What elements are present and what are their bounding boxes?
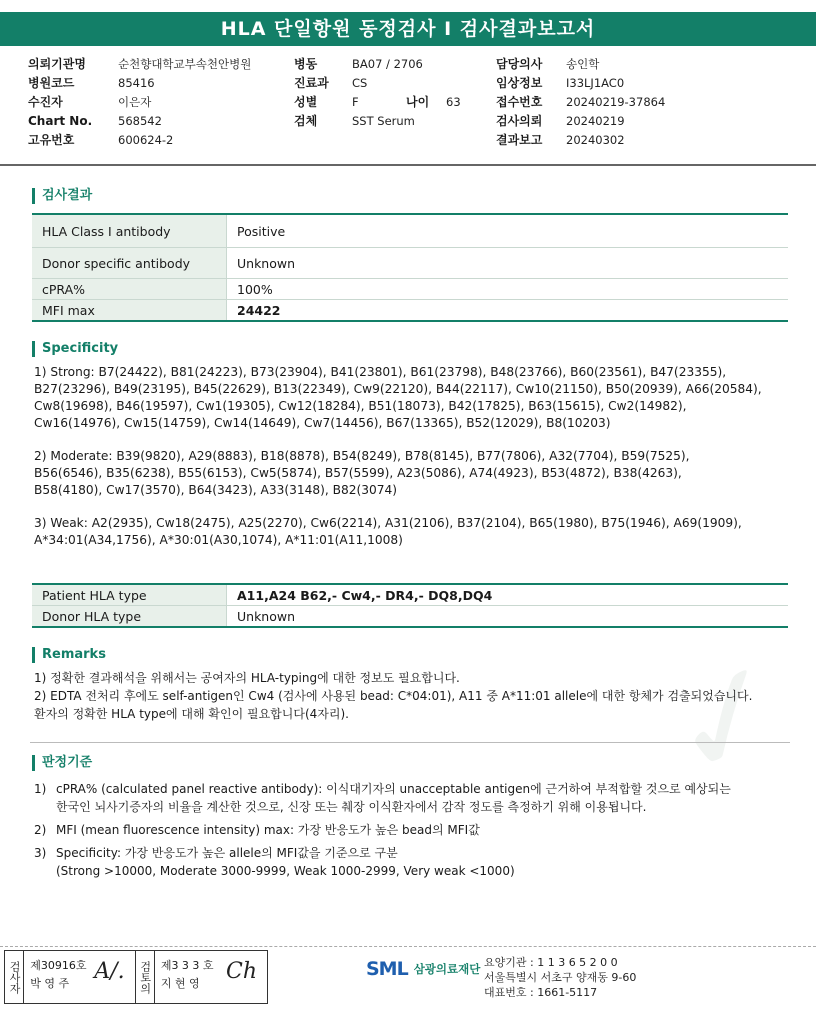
- reviewer-license-no: 제3 3 3 호: [160, 959, 214, 972]
- results-table: [32, 213, 788, 322]
- label-department: 진료과: [294, 76, 329, 90]
- results-label: Donor specific antibody: [32, 248, 227, 279]
- specificity-line: Cw16(14976), Cw15(14759), Cw14(14649), Cw7(14456), B67(13365), B52(12029), B8(10203): [34, 416, 611, 430]
- signature-box: [4, 950, 268, 1004]
- label-sex: 성별: [294, 95, 318, 109]
- logo-name: 삼광의료재단: [413, 962, 481, 976]
- header-divider: [0, 164, 816, 166]
- value-sex: F: [352, 95, 359, 109]
- criteria-list: [34, 780, 804, 885]
- value-chart-no: 568542: [118, 114, 162, 128]
- specificity-line: 2) Moderate: B39(9820), A29(8883), B18(8878), B54(8249), B78(8145), B77(7806), A32(7704), B59(7525),: [34, 449, 690, 463]
- specificity-line: Cw8(19698), B46(19597), Cw1(19305), Cw12(18284), B51(18073), B42(17825), B63(15615), Cw2(14982),: [34, 399, 687, 413]
- value-ward: BA07 / 2706: [352, 57, 423, 71]
- reviewer-label-text: 검토의: [138, 960, 152, 994]
- value-patient: 이은자: [118, 95, 152, 109]
- specificity-line: B58(4180), Cw17(3570), B64(3423), A33(3148), B82(3074): [34, 483, 398, 497]
- org-line: 대표번호 : 1661-5117: [484, 986, 598, 999]
- specificity-line: B27(23296), B49(23195), B45(22629), B13(22349), Cw9(22120), B44(22117), Cw10(21150), B50(20939), A66(20584),: [34, 382, 762, 396]
- label-receipt-no: 접수번호: [496, 95, 543, 109]
- remarks-line: 1) 정확한 결과해석을 위해서는 공여자의 HLA-typing에 대한 정보도 필요합니다.: [34, 671, 460, 685]
- value-doctor: 송인학: [566, 57, 600, 71]
- criteria-number: 1): [34, 782, 47, 796]
- examiner-label: [5, 951, 24, 1003]
- hla-label: Donor HLA type: [32, 606, 227, 628]
- specificity-moderate: [34, 448, 794, 499]
- table-row: [32, 300, 788, 322]
- org-line: 요양기관 : 1 1 3 6 5 2 0 0: [484, 956, 618, 969]
- table-row: [32, 214, 788, 248]
- results-label: cPRA%: [32, 279, 227, 300]
- specificity-line: B56(6546), B35(6238), B55(6153), Cw5(5874), B57(5599), A23(5086), A74(4923), B53(4872), B38(4263),: [34, 466, 682, 480]
- value-report-date: 20240302: [566, 133, 625, 147]
- criteria-number: 2): [34, 823, 47, 837]
- value-hospital-code: 85416: [118, 76, 155, 90]
- value-receipt-no: 20240219-37864: [566, 95, 666, 109]
- value-specimen: SST Serum: [352, 114, 415, 128]
- background-watermark: ✓: [644, 626, 801, 817]
- value-age: 63: [446, 95, 461, 109]
- value-unique-no: 600624-2: [118, 133, 174, 147]
- examiner-info: [24, 951, 135, 1003]
- criteria-line: Specificity: 가장 반응도가 높은 allele의 MFI값을 기준으로 구분: [56, 846, 398, 860]
- label-ward: 병동: [294, 57, 318, 71]
- remarks-text: [34, 669, 804, 723]
- remarks-line: 환자의 정확한 HLA type에 대해 확인이 필요합니다(4자리).: [34, 707, 349, 721]
- results-value: Unknown: [227, 248, 789, 279]
- specificity-strong: [34, 364, 794, 432]
- criteria-item: [34, 821, 804, 839]
- hla-label: Patient HLA type: [32, 584, 227, 606]
- remarks-divider: [30, 742, 790, 743]
- results-label: MFI max: [32, 300, 227, 322]
- results-label: HLA Class I antibody: [32, 214, 227, 248]
- criteria-line: (Strong >10000, Moderate 3000-9999, Weak 1000-2999, Very weak <1000): [56, 864, 515, 878]
- label-report-date: 결과보고: [496, 133, 543, 147]
- examiner-signature: A/.: [94, 959, 125, 984]
- table-row: [32, 279, 788, 300]
- header-column-1: [28, 55, 288, 150]
- hla-type-table: [32, 583, 788, 628]
- label-age: 나이: [406, 95, 430, 109]
- sml-logo: [366, 958, 480, 980]
- label-institution: 의뢰기관명: [28, 57, 86, 71]
- header-column-2: [294, 55, 484, 131]
- results-value: 100%: [227, 279, 789, 300]
- remarks-section-title: Remarks: [32, 647, 106, 663]
- remarks-line: 2) EDTA 전처리 후에도 self-antigen인 Cw4 (검사에 사용된 bead: C*04:01), A11 중 A*11:01 allele에 대한 항체가 검출되었습니다.: [34, 689, 753, 703]
- results-value: 24422: [227, 300, 789, 322]
- criteria-line: 한국인 뇌사기증자의 비율을 계산한 것으로, 신장 또는 췌장 이식환자에서 감작 정도를 측정하기 위해 이용됩니다.: [56, 800, 647, 814]
- results-section-title: 검사결과: [32, 188, 92, 204]
- reviewer-name: 지 현 영: [160, 977, 200, 990]
- specificity-section-title: Specificity: [32, 341, 118, 357]
- table-row: [32, 248, 788, 279]
- report-title: HLA 단일항원 동정검사 I 검사결과보고서: [0, 12, 816, 46]
- criteria-section-title: 판정기준: [32, 755, 92, 771]
- label-unique-no: 고유번호: [28, 133, 75, 147]
- examiner-name: 박 영 주: [30, 977, 70, 990]
- specificity-line: 1) Strong: B7(24422), B81(24223), B73(23904), B41(23801), B61(23798), B48(23766), B60(23561), B47(23355),: [34, 365, 727, 379]
- organization-info: [484, 955, 636, 1000]
- examiner-license-no: 제30916호: [30, 959, 87, 972]
- criteria-item: [34, 844, 804, 880]
- specificity-line: A*34:01(A34,1756), A*30:01(A30,1074), A*11:01(A11,1008): [34, 533, 403, 547]
- specificity-line: 3) Weak: A2(2935), Cw18(2475), A25(2270), Cw6(2214), A31(2106), B37(2104), B65(1980), B75(1946), A69(1909),: [34, 516, 742, 530]
- label-specimen: 검체: [294, 114, 318, 128]
- criteria-item: [34, 780, 804, 816]
- header-column-3: [496, 55, 796, 150]
- hla-value: A11,A24 B62,- Cw4,- DR4,- DQ8,DQ4: [227, 584, 789, 606]
- criteria-number: 3): [34, 846, 47, 860]
- logo-mark: SML: [366, 958, 408, 980]
- label-chart-no: Chart No.: [28, 114, 93, 128]
- label-request-date: 검사의뢰: [496, 114, 543, 128]
- label-hospital-code: 병원코드: [28, 76, 75, 90]
- label-patient: 수진자: [28, 95, 63, 109]
- value-department: CS: [352, 76, 368, 90]
- results-value: Positive: [227, 214, 789, 248]
- value-request-date: 20240219: [566, 114, 625, 128]
- table-row: [32, 606, 788, 628]
- reviewer-label: [136, 951, 155, 1003]
- hla-value: Unknown: [227, 606, 789, 628]
- reviewer-signature: Ch: [225, 959, 257, 984]
- value-institution: 순천향대학교부속천안병원: [118, 57, 252, 71]
- label-clinical-info: 임상정보: [496, 76, 543, 90]
- examiner-label-text: 검사자: [8, 960, 22, 994]
- org-line: 서울특별시 서초구 양재동 9-60: [484, 971, 637, 984]
- label-doctor: 담당의사: [496, 57, 543, 71]
- footer-divider: [0, 946, 816, 947]
- value-clinical-info: I33LJ1AC0: [566, 76, 625, 90]
- specificity-text: [34, 364, 794, 565]
- criteria-line: MFI (mean fluorescence intensity) max: 가장 반응도가 높은 bead의 MFI값: [56, 823, 480, 837]
- reviewer-info: [155, 951, 267, 1003]
- table-row: [32, 584, 788, 606]
- criteria-line: cPRA% (calculated panel reactive antibody): 이식대기자의 unacceptable antigen에 근거하여 부적합할 것으로 예상되는: [56, 782, 731, 796]
- specificity-weak: [34, 515, 794, 549]
